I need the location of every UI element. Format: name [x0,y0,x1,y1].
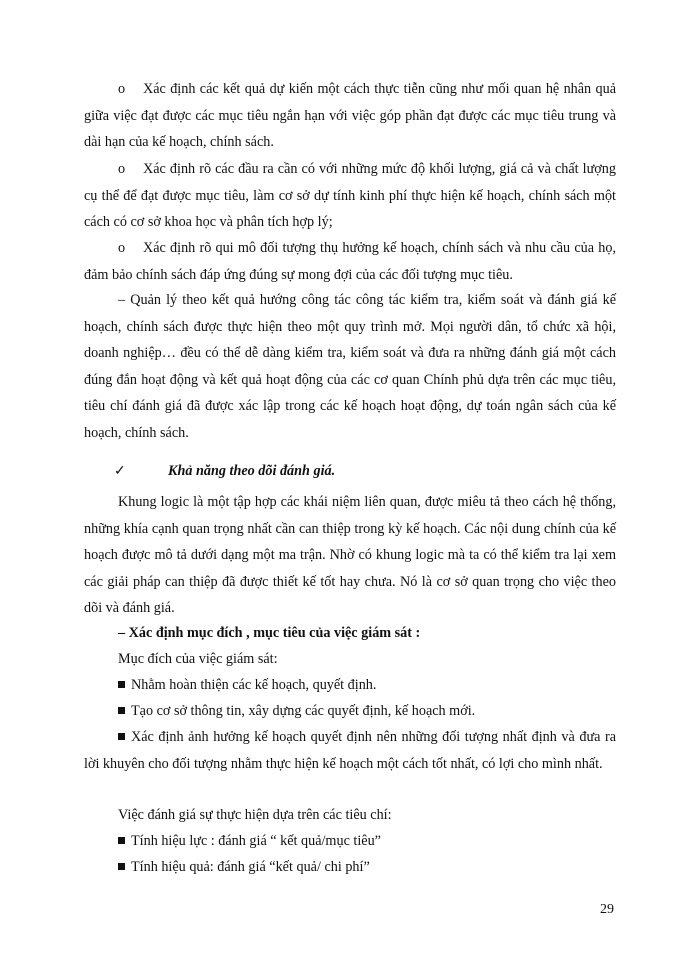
purpose-label: Mục đích của việc giám sát: [118,651,278,667]
bullet-text: Xác định rõ các đầu ra cần có với những mức độ khối lượng, giá cả và chất lượng cụ thể để đạt được mục tiêu, làm cơ sở dự tính kinh phí thực hiện kế hoạch, chính sách một cách có cơ sở khoa học và phân tích hợp lý; [84,161,616,230]
square-bullet-icon [118,837,125,844]
square-bullet-icon [118,733,125,740]
bullet-marker: o [118,161,126,177]
section-heading [114,463,335,480]
section-heading-text: Khả năng theo dõi đánh giá. [168,463,336,479]
criteria-item: Tính hiệu quả: đánh giá “kết quả/ chi phí” [84,854,616,881]
purpose-item: Nhằm hoàn thiện các kế hoạch, quyết định. [84,672,616,699]
bullet-text: Xác định các kết quả dự kiến một cách thực tiễn cũng như mối quan hệ nhân quả giữa việc đạt được các mục tiêu ngắn hạn với việc góp phần đạt được các mục tiêu trung và dài hạn của kế hoạch, chính sách. [84,81,616,150]
purpose-item: Xác định ảnh hưởng kế hoạch quyết định nên những đối tượng nhất định và đưa ra lời khuyên cho đối tượng nhằm thực hiện kế hoạch một cách tốt nhất, có lợi cho mình nhất. [84,729,616,772]
criteria-item: Tính hiệu lực : đánh giá “ kết quả/mục tiêu” [84,828,616,855]
objective-bullet-2 [84,156,616,236]
management-paragraph: – Quản lý theo kết quả hướng công tác công tác kiểm tra, kiểm soát và đánh giá kế hoạch, chính sách được thực hiện theo một quy trình mở. Mọi người dân, tổ chức xã hội, doanh nghiệp… đều có thể dễ dàng kiểm tra, kiểm soát và đưa ra những đánh giá một cách đúng đắn hoạt động và kết quả hoạt động của các cơ quan Chính phủ dựa trên các mục tiêu, tiêu chí đánh giá đã được xác lập trong các kế hoạch hoạt động, dự toán ngân sách của kế hoạch, chính sách. [84,292,616,441]
check-mark-icon: ✓ [114,463,126,479]
square-bullet-icon [118,707,125,714]
square-bullet-icon [118,863,125,870]
bullet-marker: o [118,240,126,256]
objective-bullet-3 [84,235,616,288]
bullet-marker: o [118,81,126,97]
subheading: – Xác định mục đích , mục tiêu của việc giám sát : [118,625,421,641]
bullet-text: Xác định rõ qui mô đối tượng thụ hưởng kế hoạch, chính sách và nhu cầu của họ, đảm bảo chính sách đáp ứng đúng sự mong đợi của các đối tượng mục tiêu. [84,240,616,283]
objective-bullet-1 [84,76,616,156]
purpose-item: Tạo cơ sở thông tin, xây dựng các quyết định, kế hoạch mới. [84,698,616,725]
criteria-label: Việc đánh giá sự thực hiện dựa trên các tiêu chí: [118,807,392,823]
square-bullet-icon [118,681,125,688]
page-number: 29 [600,902,614,917]
logic-framework-paragraph: Khung logic là một tập hợp các khái niệm liên quan, được miêu tả theo cách hệ thống, những khía cạnh quan trọng nhất cần can thiệp trong kỳ kế hoạch. Các nội dung chính của kế hoạch được mô tả dưới dạng một ma trận. Nhờ có khung logic mà ta có thể kiểm tra lại xem các giải pháp can thiệp đã được thiết kế tốt hay chưa. Nó là cơ sở quan trọng cho việc theo dõi và đánh giá. [84,494,616,616]
